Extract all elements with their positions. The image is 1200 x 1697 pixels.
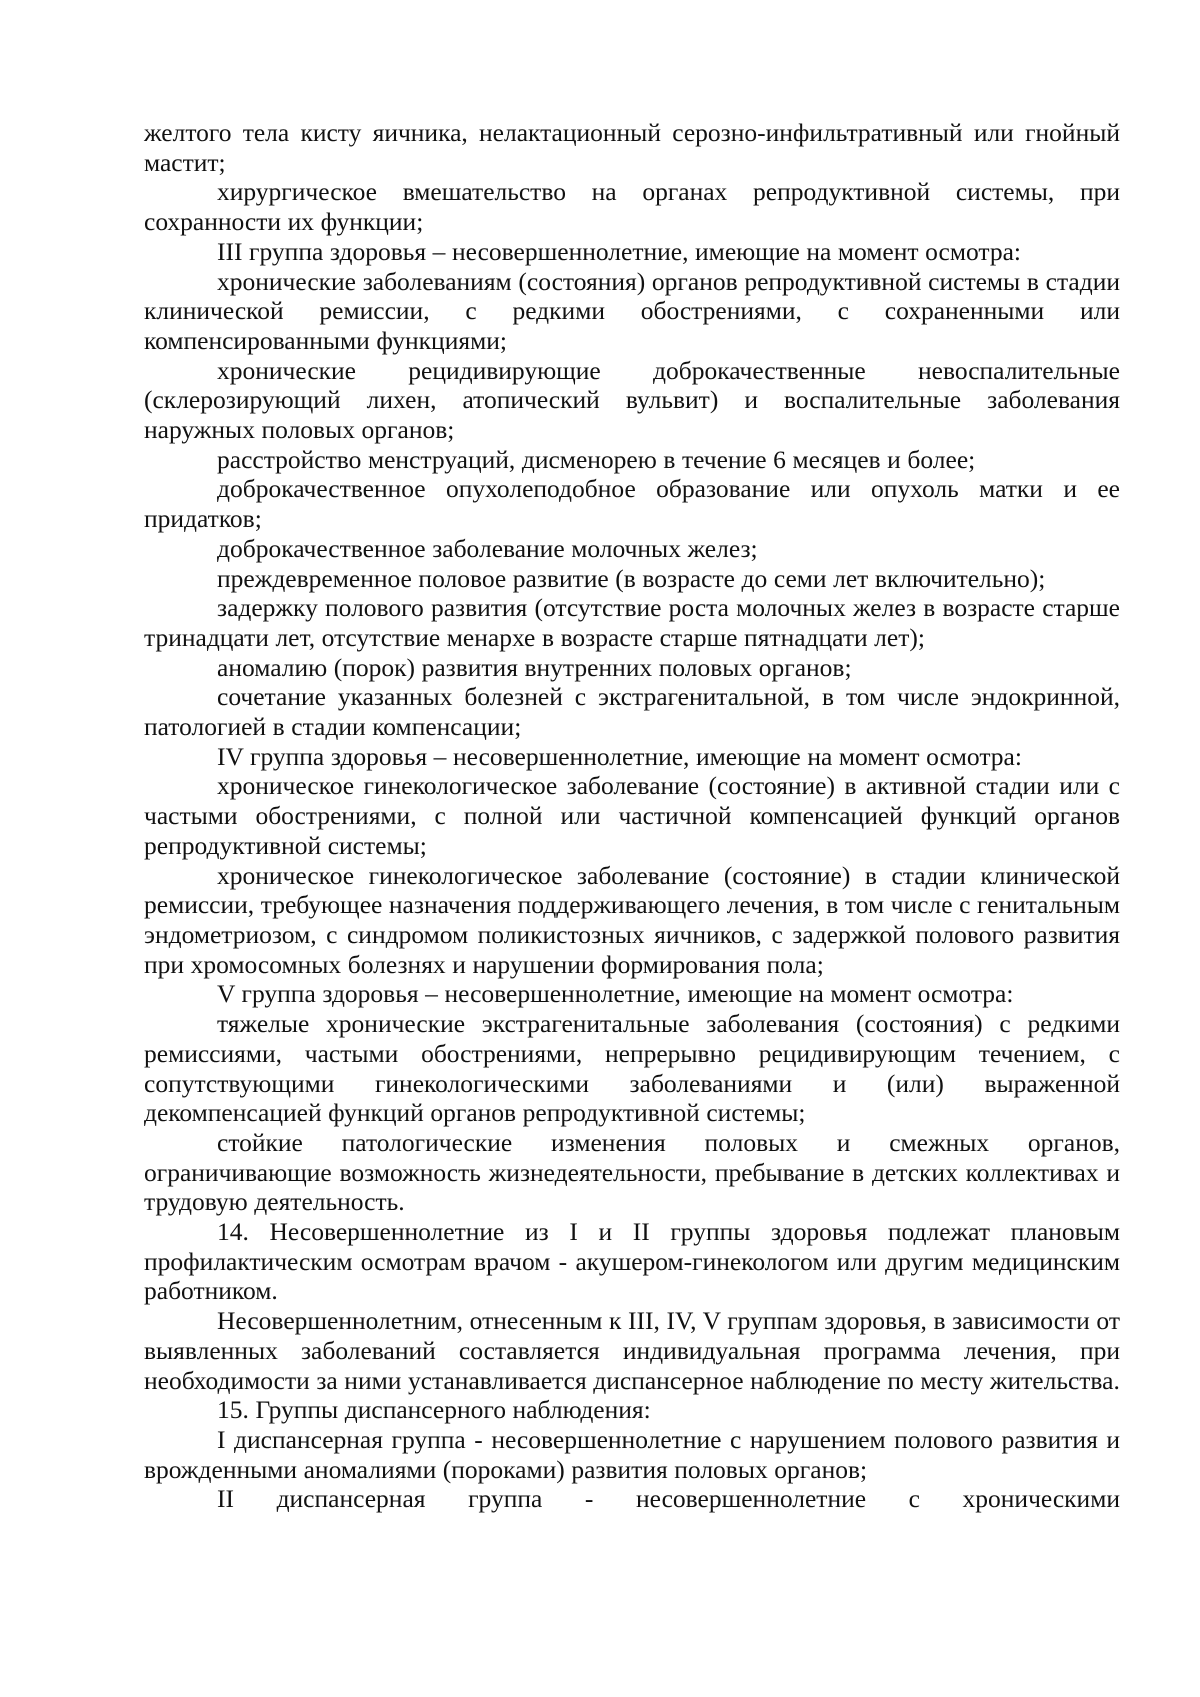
paragraph-15: хроническое гинекологическое заболевание (состояние) в стадии клинической ремиссии, требующее назначения поддерживающего лечения, в том числе с генитальным эндометриозом, с синдромом поликистозных яичников, с задержкой полового развития при хромосомных болезнях и нарушении формирования пола; bbox=[144, 860, 1120, 979]
paragraph-10: задержку полового развития (отсутствие роста молочных желез в возрасте старше тринадцати лет, отсутствие менархе в возрасте старше пятнадцати лет); bbox=[144, 593, 1120, 652]
paragraph-22: I диспансерная группа - несовершеннолетние с нарушением полового развития и врожденными аномалиями (пороками) развития половых органов; bbox=[144, 1424, 1120, 1484]
paragraph-20: Несовершеннолетним, отнесенным к III, IV, V группам здоровья, в зависимости от выявленных заболеваний составляется индивидуальная программа лечения, при необходимости за ними устанавливается диспансерное наблюдение по месту жительства. bbox=[144, 1306, 1120, 1395]
paragraph-16: V группа здоровья – несовершеннолетние, имеющие на момент осмотра: bbox=[217, 979, 1014, 1009]
paragraph-2: хирургическое вмешательство на органах репродуктивной системы, при сохранности их функции; bbox=[144, 177, 1120, 237]
paragraph-3: III группа здоровья – несовершеннолетние, имеющие на момент осмотра: bbox=[217, 236, 1021, 266]
paragraph-5: хронические рецидивирующие доброкачественные невоспалительные (склерозирующий лихен, атопический вульвит) и воспалительные заболевания наружных половых органов; bbox=[144, 355, 1120, 445]
paragraph-13: IV группа здоровья – несовершеннолетние, имеющие на момент осмотра: bbox=[217, 741, 1022, 771]
paragraph-8: доброкачественное заболевание молочных желез; bbox=[217, 533, 758, 563]
paragraph-4: хронические заболеваниям (состояния) органов репродуктивной системы в стадии клинической ремиссии, с редкими обострениями, с сохраненными или компенсированными функциями; bbox=[144, 266, 1120, 355]
paragraph-19: 14. Несовершеннолетние из I и II группы здоровья подлежат плановым профилактическим осмотрам врачом - акушером-гинекологом или другим медицинским работником. bbox=[144, 1217, 1120, 1306]
paragraph-12: сочетание указанных болезней с экстрагенитальной, в том числе эндокринной, патологией в стадии компенсации; bbox=[144, 682, 1120, 742]
paragraph-23: II диспансерная группа - несовершеннолетние с хроническими bbox=[217, 1484, 1120, 1514]
paragraph-9: преждевременное половое развитие (в возрасте до семи лет включительно); bbox=[217, 563, 1046, 593]
paragraph-6: расстройство менструаций, дисменорею в течение 6 месяцев и более; bbox=[217, 444, 976, 474]
paragraph-7: доброкачественное опухолеподобное образование или опухоль матки и ее придатков; bbox=[144, 474, 1120, 534]
paragraph-21: 15. Группы диспансерного наблюдения: bbox=[217, 1395, 651, 1425]
paragraph-11: аномалию (порок) развития внутренних половых органов; bbox=[217, 652, 852, 682]
paragraph-17: тяжелые хронические экстрагенитальные заболевания (состояния) с редкими ремиссиями, частыми обострениями, непрерывно рецидивирующим течением, с сопутствующими гинекологическими заболеваниями и (или) выраженной декомпенсацией функций органов репродуктивной системы; bbox=[144, 1009, 1120, 1128]
paragraph-18: стойкие патологические изменения половых и смежных органов, ограничивающие возможность жизнедеятельности, пребывание в детских коллективах и трудовую деятельность. bbox=[144, 1127, 1120, 1217]
document-page bbox=[144, 118, 1120, 1514]
paragraph-1: желтого тела кисту яичника, нелактационный серозно-инфильтративный или гнойный мастит; bbox=[144, 118, 1120, 177]
paragraph-14: хроническое гинекологическое заболевание (состояние) в активной стадии или с частыми обострениями, с полной или частичной компенсацией функций органов репродуктивной системы; bbox=[144, 771, 1120, 860]
